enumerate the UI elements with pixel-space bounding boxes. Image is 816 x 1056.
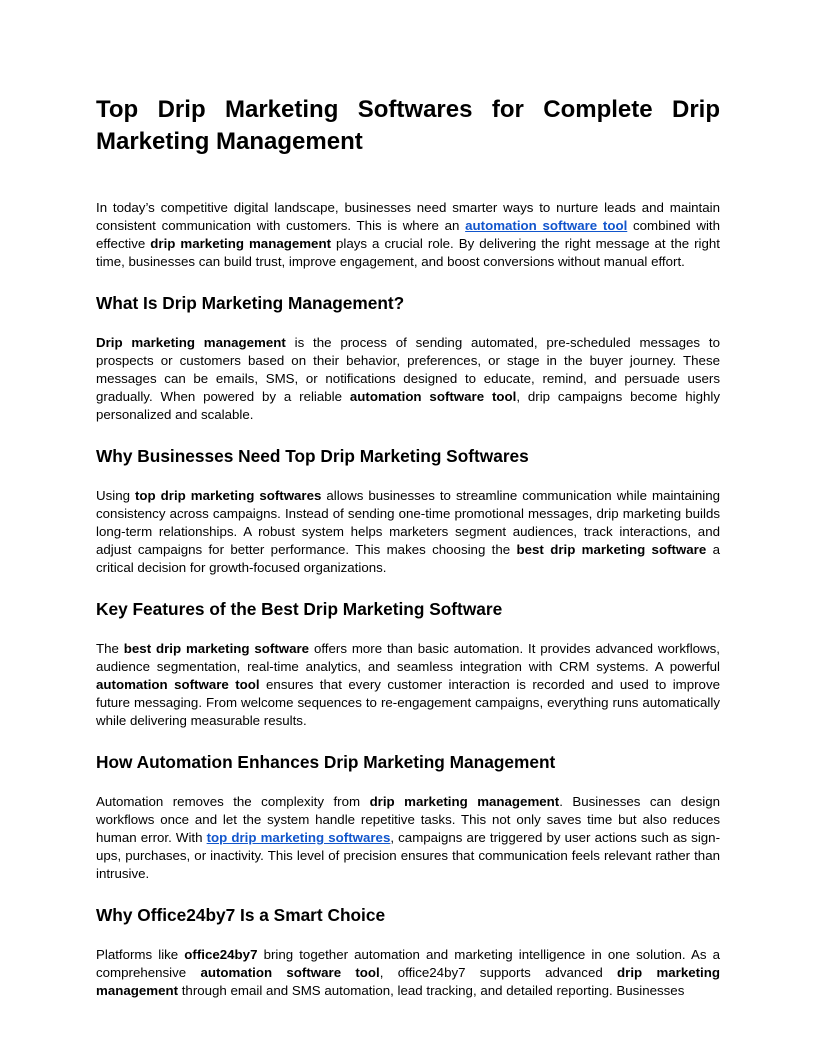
s5-text-3: , office24by7 supports advanced [379,965,618,980]
s1-bold-1: Drip marketing management [96,335,286,350]
section-paragraph-office24by7 [96,946,720,1000]
s2-bold-2: best drip marketing software [516,542,707,557]
section-paragraph-key-features [96,640,720,730]
s3-bold-2: automation software tool [96,677,260,692]
s5-text-1: Platforms like [96,947,185,962]
s1-text-2: , drip campaigns become highly personalized and scalable. [96,389,721,422]
intro-text-2: combined with effective [96,218,720,251]
intro-bold-1: drip marketing management [150,236,331,251]
section-paragraph-what-is [96,334,720,424]
intro-paragraph [96,199,720,271]
intro-text-1: In today’s competitive digital landscape, businesses need smarter ways to nurture leads and maintain consistent communication with customers. This is where an [96,200,720,233]
s1-bold-2: automation software tool [349,389,517,404]
s4-text-2: . Businesses can design workflows once and let the system handle repetitive tasks. This not only saves time but also reduces human error. With [96,794,720,845]
s5-bold-1: office24by7 [184,947,258,962]
s2-text-3: a critical decision for growth-focused organizations. [96,542,720,575]
document-title: Top Drip Marketing Softwares for Complete Drip Marketing Management [96,96,720,155]
s1-text-1: is the process of sending automated, pre-scheduled messages to prospects or customers based on their behavior, preferences, or stage in the buyer journey. These messages can be emails, SMS, or notifications designed to educate, remind, and persuade users gradually. When powered by a reliable [96,335,720,404]
section-heading-office24by7: Why Office24by7 Is a Smart Choice [96,905,386,925]
s4-text-1: Automation removes the complexity from [96,794,370,809]
section-paragraph-automation [96,793,720,883]
s5-text-2: bring together automation and marketing intelligence in one solution. As a comprehensive [96,947,720,980]
section-heading-what-is: What Is Drip Marketing Management? [96,293,405,313]
s3-text-3: ensures that every customer interaction is recorded and used to improve future messaging. From welcome sequences to re-engagement campaigns, everything runs automatically while delivering measurable results. [96,677,720,728]
s5-bold-2: automation software tool [200,965,380,980]
section-heading-key-features: Key Features of the Best Drip Marketing Software [96,599,503,619]
automation-software-tool-link[interactable]: automation software tool [465,218,628,233]
section-heading-why-businesses: Why Businesses Need Top Drip Marketing Softwares [96,446,529,466]
top-drip-marketing-softwares-link[interactable]: top drip marketing softwares [206,830,391,845]
s4-text-3: , campaigns are triggered by user actions such as sign-ups, purchases, or inactivity. This level of precision ensures that communication feels relevant rather than intrusive. [96,830,720,881]
s2-text-2: allows businesses to streamline communication while maintaining consistency across campaigns. Instead of sending one-time promotional messages, drip marketing builds long-term relationships. A robust system helps marketers segment audiences, track interactions, and adjust campaigns for better performance. This makes choosing the [96,488,720,557]
s2-text-1: Using [96,488,135,503]
section-heading-automation: How Automation Enhances Drip Marketing Management [96,752,556,772]
s5-bold-3: drip marketing management [96,965,720,998]
s2-bold-1: top drip marketing softwares [135,488,322,503]
s5-text-4: through email and SMS automation, lead tracking, and detailed reporting. Businesses [178,983,685,998]
section-paragraph-why-businesses [96,487,720,577]
s4-bold-1: drip marketing management [369,794,560,809]
s3-text-2: offers more than basic automation. It provides advanced workflows, audience segmentation, real-time analytics, and seamless integration with CRM systems. A powerful [96,641,720,674]
intro-text-3: plays a crucial role. By delivering the right message at the right time, businesses can build trust, improve engagement, and boost conversions without manual effort. [96,236,720,269]
s3-bold-1: best drip marketing software [123,641,310,656]
s3-text-1: The [96,641,124,656]
